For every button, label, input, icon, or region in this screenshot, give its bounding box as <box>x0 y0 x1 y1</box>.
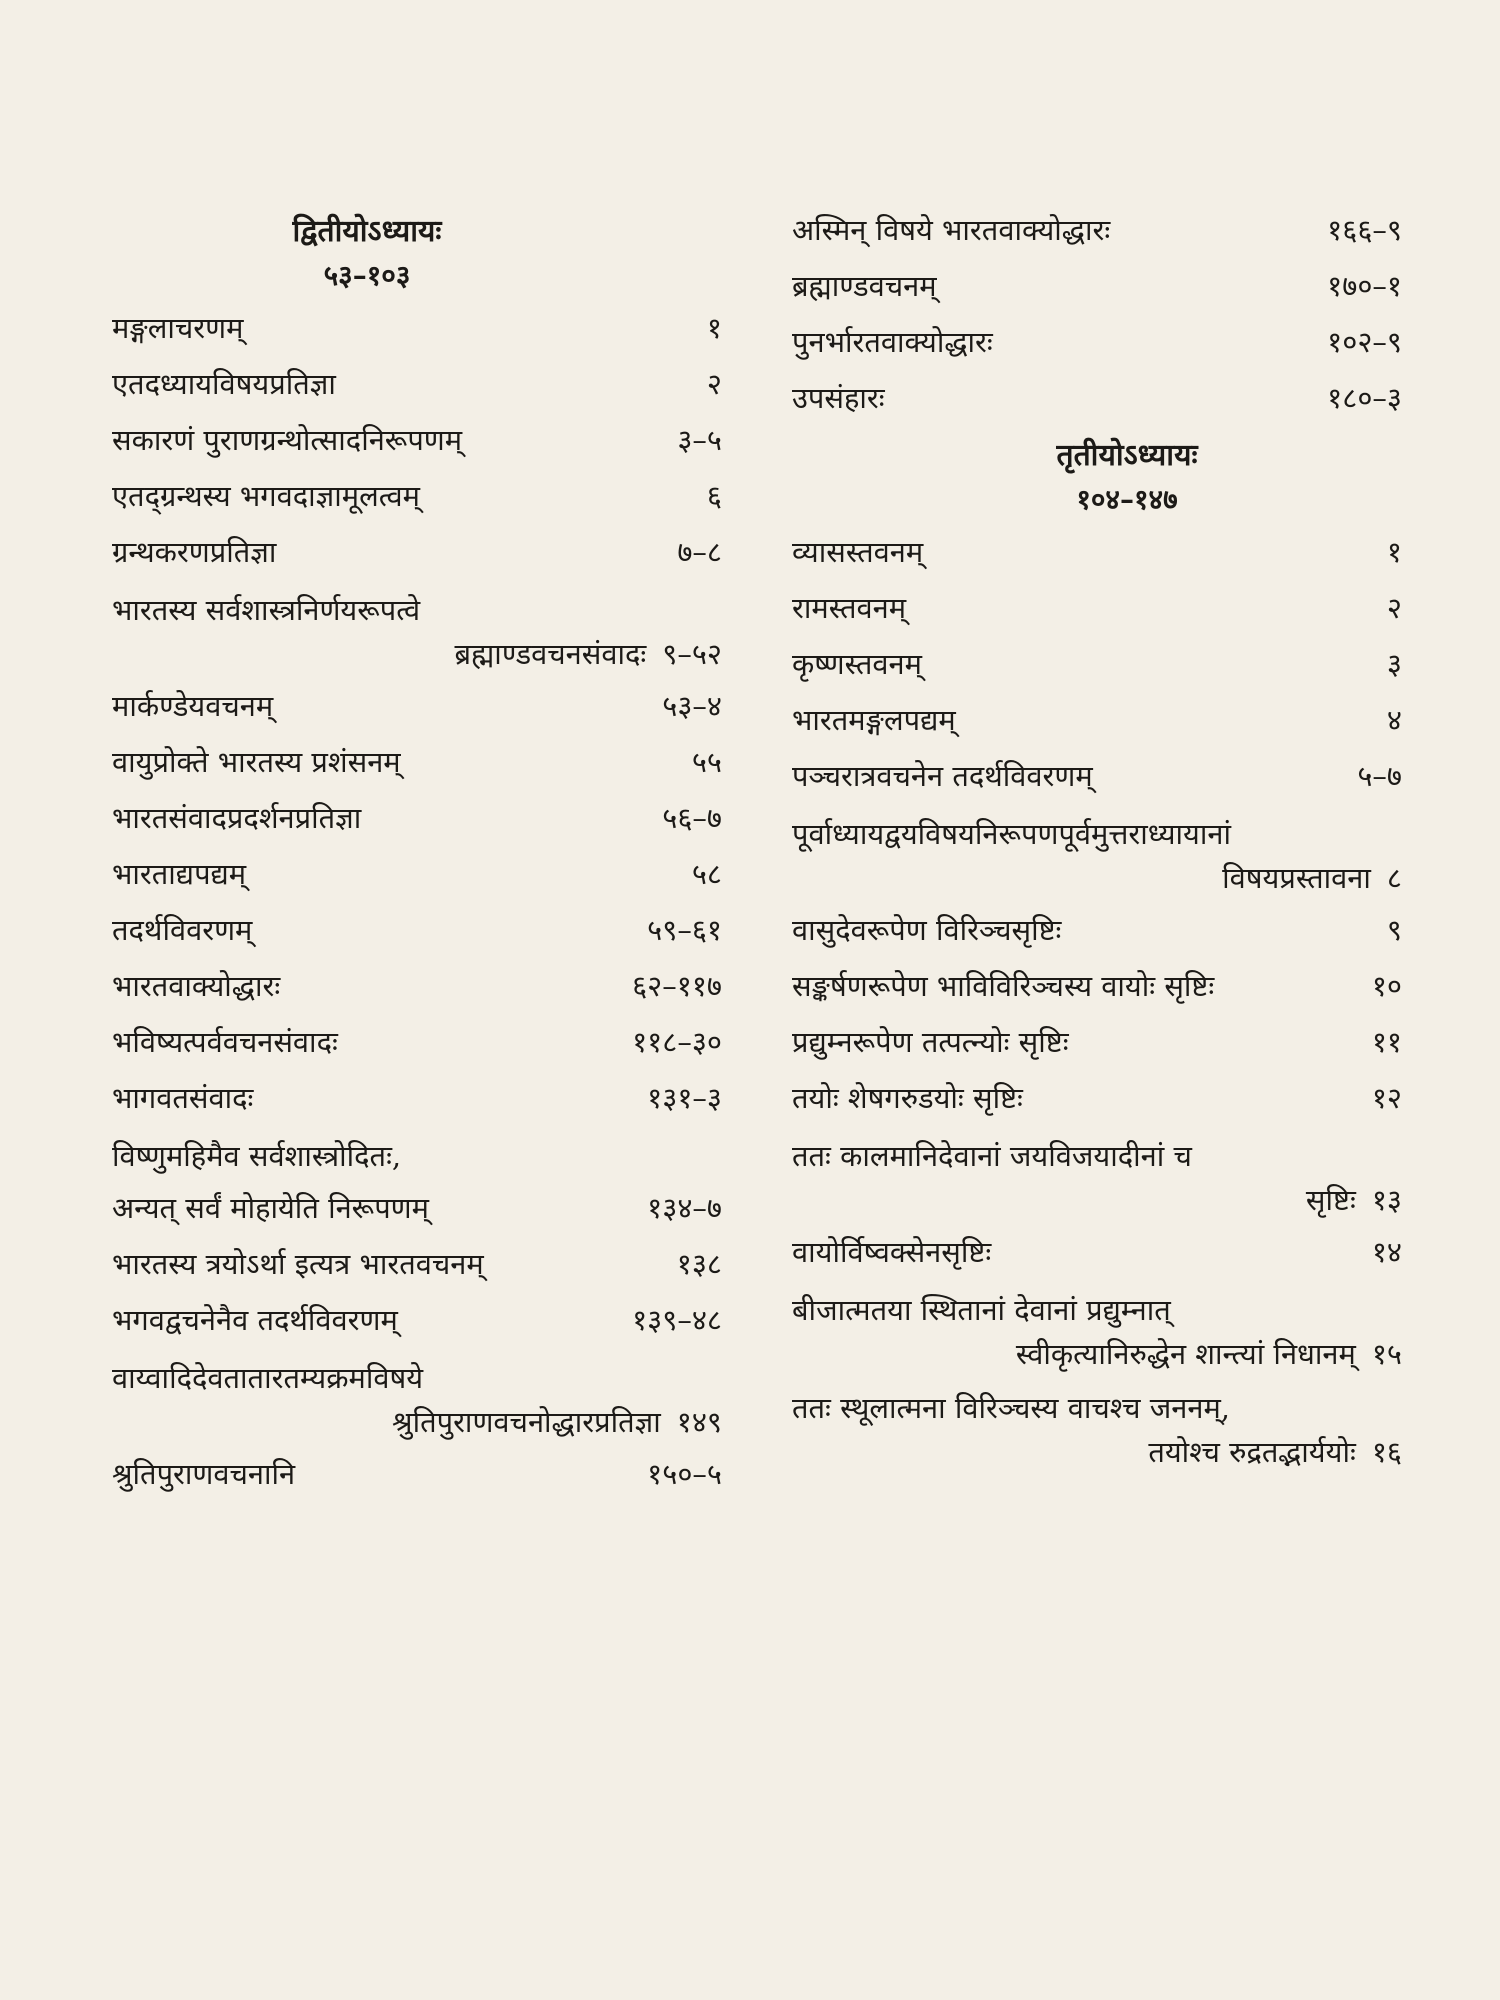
toc-entry <box>792 634 1402 690</box>
toc-entry-title: रामस्तवनम् <box>792 591 907 625</box>
right-column <box>792 210 1402 1474</box>
toc-entry-page: १० <box>1371 969 1402 1003</box>
toc-entry-title-line1: ततः कालमानिदेवानां जयविजयादीनां च <box>792 1139 1192 1173</box>
toc-entry-title: पुनर्भारतवाक्योद्धारः <box>792 325 993 359</box>
toc-entry-page: १४ <box>1371 1235 1402 1269</box>
toc-entry-page: ५५ <box>691 745 722 779</box>
toc-entry <box>792 690 1402 746</box>
chapter-heading: तृतीयोऽध्यायः <box>1056 438 1198 473</box>
toc-entry <box>792 200 1402 256</box>
toc-entry-page: १६६–९ <box>1327 213 1402 247</box>
toc-entry-page: ३ <box>1386 647 1402 681</box>
toc-entry <box>112 354 722 410</box>
toc-entry-page: ३–५ <box>677 423 722 457</box>
toc-entry-title: श्रुतिपुराणवचनानि <box>112 1457 296 1491</box>
toc-entry-title-line1: वाय्वादिदेवतातारतम्यक्रमविषये <box>112 1361 424 1395</box>
toc-entry <box>112 732 722 788</box>
toc-entry-title: तयोः शेषगरुडयोः सृष्टिः <box>792 1081 1023 1115</box>
toc-entry-title: भारताद्यपद्यम् <box>112 857 247 891</box>
toc-entry <box>792 256 1402 312</box>
toc-entry-title: ब्रह्माण्डवचनम् <box>792 269 937 303</box>
toc-entry-page: १ <box>706 311 722 345</box>
toc-entry-title: भगवद्वचनेनैव तदर्थविवरणम् <box>112 1303 398 1337</box>
toc-entry-title: तदर्थविवरणम् <box>112 913 253 947</box>
toc-entry <box>792 1376 1402 1474</box>
toc-entry <box>112 788 722 844</box>
toc-entry-page: ८ <box>1386 861 1402 895</box>
toc-entry <box>112 1012 722 1068</box>
toc-list-continued <box>792 200 1402 424</box>
toc-entry-title: भागवतसंवादः <box>112 1081 254 1115</box>
toc-entry <box>112 900 722 956</box>
toc-entry-title: अन्यत् सर्वं मोहायेति निरूपणम् <box>112 1191 429 1225</box>
toc-entry-title: सकारणं पुराणग्रन्थोत्सादनिरूपणम् <box>112 423 463 457</box>
toc-entry-title: भारतमङ्गलपद्यम् <box>792 703 956 737</box>
toc-entry-page: ५–७ <box>1357 759 1402 793</box>
toc-entry <box>792 1278 1402 1376</box>
toc-entry-page: १३१–३ <box>647 1081 722 1115</box>
toc-entry-page: १७०–१ <box>1327 269 1402 303</box>
toc-entry-title: भारतवाक्योद्धारः <box>112 969 281 1003</box>
toc-entry-title: मार्कण्डेयवचनम् <box>112 689 274 723</box>
toc-entry-title-line2: श्रुतिपुराणवचनोद्धारप्रतिज्ञा <box>392 1405 661 1439</box>
toc-entry <box>112 1234 722 1290</box>
toc-entry-title: अस्मिन् विषये भारतवाक्योद्धारः <box>792 213 1111 247</box>
toc-entry-title: एतद्ग्रन्थस्य भगवदाज्ञामूलत्वम् <box>112 479 420 513</box>
toc-entry-page: ५८ <box>691 857 722 891</box>
toc-entry-page: ५९–६१ <box>647 913 722 947</box>
toc-entry-title: भविष्यत्पर्ववचनसंवादः <box>112 1025 338 1059</box>
toc-entry-page: १५०–५ <box>647 1457 722 1491</box>
toc-entry <box>112 1178 722 1234</box>
toc-entry <box>112 410 722 466</box>
left-column <box>112 210 722 1500</box>
toc-entry <box>112 1444 722 1500</box>
toc-entry-title: वायुप्रोक्ते भारतस्य प्रशंसनम् <box>112 745 401 779</box>
toc-entry <box>792 802 1402 900</box>
toc-entry-title: एतदध्यायविषयप्रतिज्ञा <box>112 367 336 401</box>
toc-entry-title-line2: स्वीकृत्यानिरुद्धेन शान्त्यां निधानम् <box>1015 1337 1356 1371</box>
toc-entry-page: १६ <box>1371 1435 1402 1469</box>
toc-entry-title-line2: ब्रह्माण्डवचनसंवादः <box>454 637 647 671</box>
toc-entry-title-line1: ततः स्थूलात्मना विरिञ्चस्य वाचश्च जननम्, <box>792 1391 1230 1425</box>
chapter-heading: द्वितीयोऽध्यायः <box>292 214 442 249</box>
toc-entry <box>792 1068 1402 1124</box>
toc-entry-title: कृष्णस्तवनम् <box>792 647 922 681</box>
toc-entry-page: १ <box>1386 535 1402 569</box>
toc-entry-page: ५६–७ <box>662 801 722 835</box>
toc-entry-title: प्रद्युम्नरूपेण तत्पत्न्योः सृष्टिः <box>792 1025 1069 1059</box>
toc-entry-page: १०२–९ <box>1327 325 1402 359</box>
toc-entry-page: १३ <box>1371 1183 1402 1217</box>
toc-entry <box>792 312 1402 368</box>
toc-list <box>112 298 722 1500</box>
toc-entry-title-line1: बीजात्मतया स्थितानां देवानां प्रद्युम्नात् <box>792 1293 1171 1327</box>
toc-entry <box>112 676 722 732</box>
toc-entry <box>792 522 1402 578</box>
toc-entry-page: ६२–११७ <box>632 969 722 1003</box>
chapter-range: ५३–१०३ <box>323 259 411 292</box>
toc-entry <box>112 1124 722 1178</box>
toc-entry-page: ४ <box>1386 703 1402 737</box>
toc-entry <box>112 956 722 1012</box>
toc-entry-title: व्यासस्तवनम् <box>792 535 924 569</box>
toc-entry <box>792 746 1402 802</box>
toc-entry-title-line1: विष्णुमहिमैव सर्वशास्त्रोदितः, <box>112 1139 402 1173</box>
toc-entry-page: १४९ <box>676 1405 722 1439</box>
toc-entry <box>792 1124 1402 1222</box>
toc-entry <box>112 522 722 578</box>
toc-entry-title-line2: विषयप्रस्तावना <box>1222 861 1371 895</box>
toc-entry-page: १८०–३ <box>1327 381 1402 415</box>
toc-entry <box>792 1222 1402 1278</box>
toc-entry-title: वासुदेवरूपेण विरिञ्चसृष्टिः <box>792 913 1062 947</box>
toc-entry <box>792 368 1402 424</box>
toc-entry-title: उपसंहारः <box>792 381 885 415</box>
toc-entry-title: वायोर्विष्वक्सेनसृष्टिः <box>792 1235 992 1269</box>
toc-entry <box>112 844 722 900</box>
toc-entry-title: मङ्गलाचरणम् <box>112 311 244 345</box>
toc-entry-page: १३८ <box>676 1247 722 1281</box>
toc-entry <box>112 466 722 522</box>
toc-entry-page: ९ <box>1386 913 1402 947</box>
toc-entry-page: २ <box>1386 591 1402 625</box>
toc-entry-title: भारतसंवादप्रदर्शनप्रतिज्ञा <box>112 801 362 835</box>
toc-entry-page: १३४–७ <box>647 1191 722 1225</box>
toc-entry <box>112 1068 722 1124</box>
toc-entry-page: १३९–४८ <box>632 1303 722 1337</box>
toc-entry-title: सङ्कर्षणरूपेण भाविविरिञ्चस्य वायोः सृष्टिः <box>792 969 1215 1003</box>
toc-entry-page: ९–५२ <box>662 637 722 671</box>
toc-entry-title: पञ्चरात्रवचनेन तदर्थविवरणम् <box>792 759 1093 793</box>
chapter-range: १०४–१४७ <box>1076 483 1178 516</box>
toc-entry <box>792 956 1402 1012</box>
toc-entry-title-line1: भारतस्य सर्वशास्त्रनिर्णयरूपत्वे <box>112 593 421 627</box>
toc-entry-title-line2: सृष्टिः <box>1305 1183 1356 1217</box>
toc-entry-page: ६ <box>706 479 722 513</box>
toc-entry <box>112 1346 722 1444</box>
toc-entry-page: ११ <box>1371 1025 1402 1059</box>
toc-entry <box>112 298 722 354</box>
toc-entry-title-line2: तयोश्च रुद्रतद्भार्ययोः <box>1148 1435 1356 1469</box>
toc-entry <box>112 1290 722 1346</box>
toc-entry-title-line1: पूर्वाध्यायद्वयविषयनिरूपणपूर्वमुत्तराध्यायानां <box>792 817 1231 851</box>
toc-entry-title: भारतस्य त्रयोऽर्था इत्यत्र भारतवचनम् <box>112 1247 484 1281</box>
toc-list <box>792 522 1402 1474</box>
toc-entry-page: २ <box>706 367 722 401</box>
toc-entry <box>792 578 1402 634</box>
toc-entry <box>792 900 1402 956</box>
toc-entry-title: ग्रन्थकरणप्रतिज्ञा <box>112 535 277 569</box>
toc-entry <box>792 1012 1402 1068</box>
toc-entry-page: १२ <box>1371 1081 1402 1115</box>
toc-entry-page: ५३–४ <box>662 689 722 723</box>
toc-entry <box>112 578 722 676</box>
toc-entry-page: ७–८ <box>677 535 722 569</box>
toc-entry-page: १५ <box>1371 1337 1402 1371</box>
toc-entry-page: ११८–३० <box>632 1025 722 1059</box>
